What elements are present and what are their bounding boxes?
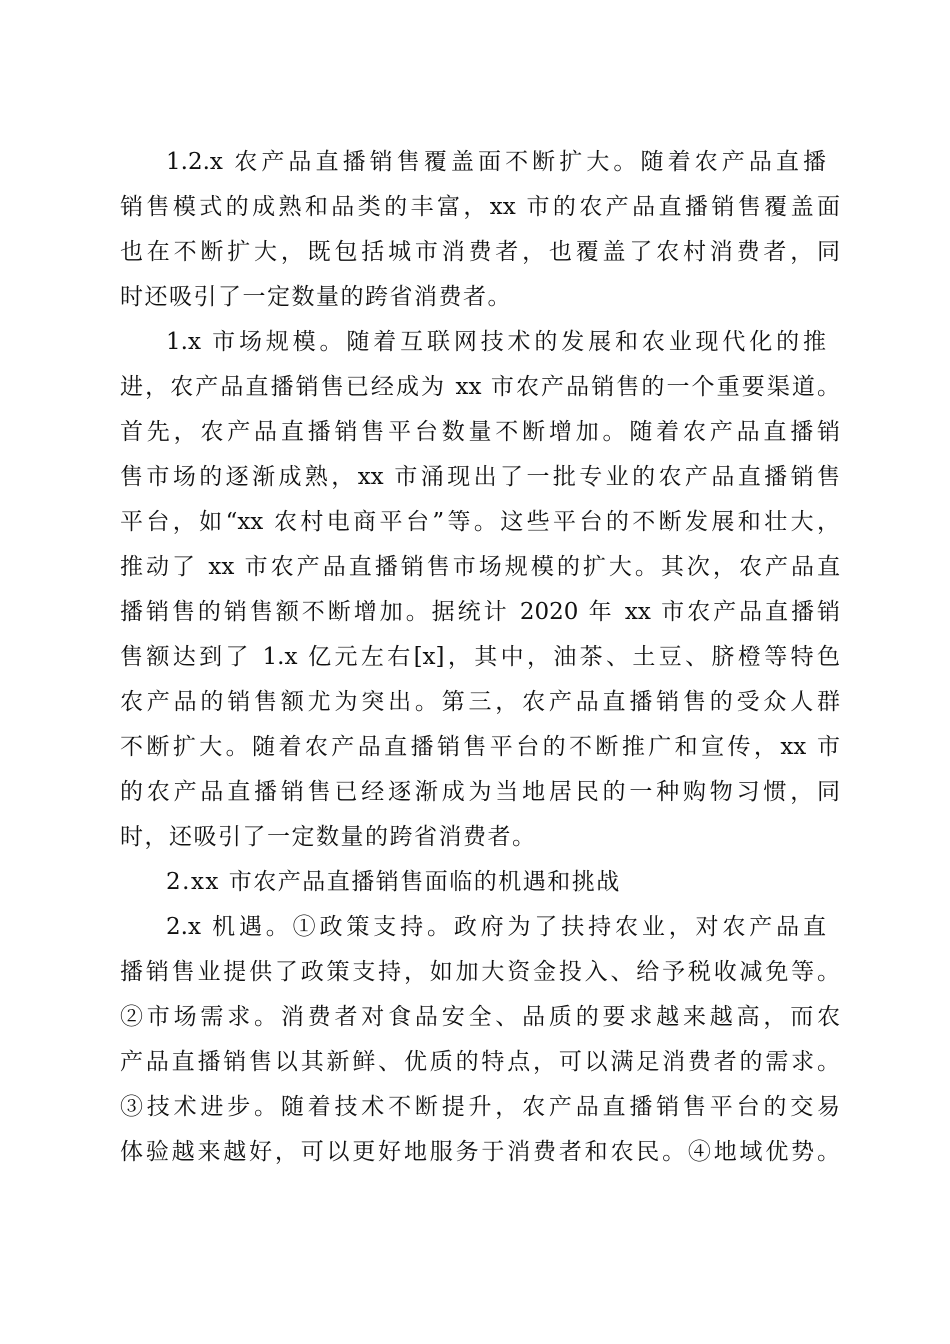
- text-line: ②市场需求。消费者对食品安全、品质的要求越来越高，而农: [120, 1004, 840, 1030]
- section-heading: 2.xx 市农产品直播销售面临的机遇和挑战: [166, 869, 621, 895]
- text-line: 售市场的逐渐成熟，xx 市涌现出了一批专业的农产品直播销售: [120, 464, 840, 490]
- text-line: 进，农产品直播销售已经成为 xx 市农产品销售的一个重要渠道。: [120, 374, 840, 400]
- text-line: 首先，农产品直播销售平台数量不断增加。随着农产品直播销: [120, 419, 840, 445]
- text-line: 1.x 市场规模。随着互联网技术的发展和农业现代化的推: [166, 329, 826, 355]
- text-line: 不断扩大。随着农产品直播销售平台的不断推广和宣传，xx 市: [120, 734, 840, 760]
- text-line: 播销售业提供了政策支持，如加大资金投入、给予税收减免等。: [120, 959, 840, 985]
- text-line: 产品直播销售以其新鲜、优质的特点，可以满足消费者的需求。: [120, 1049, 840, 1075]
- text-line: ③技术进步。随着技术不断提升，农产品直播销售平台的交易: [120, 1094, 840, 1120]
- text-line: 售额达到了 1.x 亿元左右[x]，其中，油茶、土豆、脐橙等特色: [120, 644, 840, 670]
- text-line: 平台，如“xx 农村电商平台”等。这些平台的不断发展和壮大，: [120, 509, 840, 535]
- text-line: 2.x 机遇。①政策支持。政府为了扶持农业，对农产品直: [166, 914, 826, 940]
- text-line: 的农产品直播销售已经逐渐成为当地居民的一种购物习惯，同: [120, 779, 840, 805]
- text-line: 推动了 xx 市农产品直播销售市场规模的扩大。其次，农产品直: [120, 554, 840, 580]
- text-line: 播销售的销售额不断增加。据统计 2020 年 xx 市农产品直播销: [120, 599, 840, 625]
- text-line: 农产品的销售额尤为突出。第三，农产品直播销售的受众人群: [120, 689, 840, 715]
- text-line: 也在不断扩大，既包括城市消费者，也覆盖了农村消费者，同: [120, 239, 840, 265]
- text-line: 体验越来越好，可以更好地服务于消费者和农民。④地域优势。: [120, 1139, 840, 1165]
- text-line: 时还吸引了一定数量的跨省消费者。: [120, 284, 512, 310]
- text-line: 1.2.x 农产品直播销售覆盖面不断扩大。随着农产品直播: [166, 149, 826, 175]
- text-line: 时，还吸引了一定数量的跨省消费者。: [120, 824, 537, 850]
- text-line: 销售模式的成熟和品类的丰富，xx 市的农产品直播销售覆盖面: [120, 194, 840, 220]
